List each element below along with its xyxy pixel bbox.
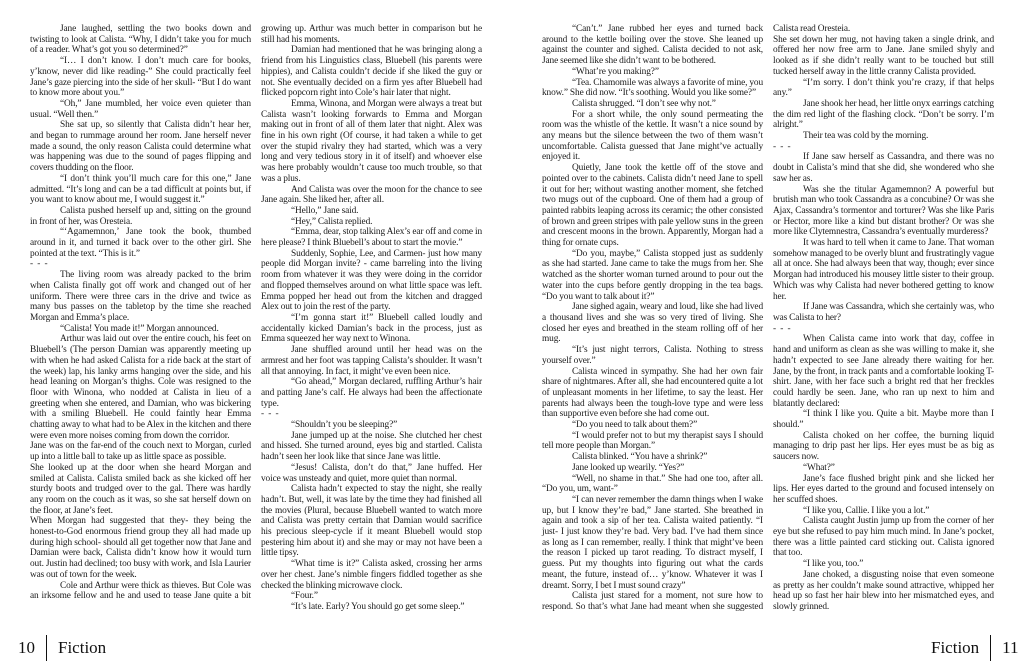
paragraph: Calista shrugged. “I don’t see why not.”	[572, 98, 716, 109]
paragraph: If Jane was Cassandra, which she certainly was, who was Calista to her?	[773, 302, 994, 323]
paragraph: Calista choked on her coffee, the burning liquid managing to drip past her lips. Her eyes must be as big as saucers now.	[773, 430, 994, 463]
paragraph: “I think I like you. Quite a bit. Maybe more than I should.”	[773, 409, 994, 431]
paragraph: “I don’t think you’ll much care for this one,” Jane admitted. “It’s long and can be a tad difficult at points but, if you want to know about me, I would suggest it.”	[30, 173, 251, 206]
paragraph: Jane jumped up at the noise. She clutched her chest and hissed. She turned around, eyes big and startled. Calista hadn’t seen her look like that since Jane was little.	[261, 430, 482, 463]
page-footer	[18, 634, 106, 662]
paragraph: Jane’s face flushed bright pink and she licked her lips. Her eyes darted to the ground and focused intensely on her scuffed shoes.	[773, 473, 994, 505]
scene-break: - - -	[773, 141, 792, 152]
paragraph: “Tea. Chamomile was always a favorite of mine, you know.” She did now. “It’s soothing. Would you like some?”	[542, 77, 764, 99]
paragraph: Their tea was cold by the morning.	[803, 131, 929, 142]
text-column	[773, 24, 994, 613]
paragraph: Jane was on the far-end of the couch next to Morgan, curled up into a little ball to take up as little space as possible.	[30, 441, 251, 463]
paragraph: Calista blinked. “You have a shrink?”	[572, 452, 708, 463]
right-page	[512, 0, 1024, 662]
paragraph: “Go ahead,” Morgan declared, ruffling Arthur’s hair and patting Jane’s calf. He always had been the affectionate type.	[261, 377, 482, 409]
paragraph: “I like you, too.”	[803, 559, 864, 570]
paragraph: She sat up, so silently that Calista didn’t hear her, and began to rummage around her room. Jane herself never made a sound, the only reason Calista could determine what was happening was due to the sound of pages flipping and covers thudding on the floor.	[30, 120, 251, 174]
paragraph: Suddenly, Sophie, Lee, and Carmen- just how many people did Morgan invite? - came barreling into the living room from whatever it was they were doing in the corridor and flopped themselves around on what little space was left. Emma popped her head out from the kitchen and dragged Alex out to join the rest of the party.	[261, 248, 482, 313]
paragraph: “I can never remember the damn things when I wake up, but I know they’re bad,” Jane started. She breathed in again and took a sip of her tea. Calista waited patiently. “I just- I just know they’re bad. Very bad. I’ve had them since as long as I can remember, really. I think that might’ve been the reason I picked up tarot reading. To distract myself, I guess. Put my thoughts into figuring out what the cards meant, the future, instead of… y’know. Whatever it was I dreamt. Sorry, I bet I must sound crazy”	[542, 494, 763, 591]
paragraph: Calista just stared for a moment, not sure how to respond. So that’s what Jane had meant when she suggested	[542, 591, 763, 612]
paragraph: Was she the titular Agamemnon? A powerful but brutish man who took Cassandra as a concubine? Or was she Ajax, Cassandra’s tormentor and torturer? Was she like Paris or Hector, more like a kind but distant brother? Or was she more like Clytemnestra, Cassandra’s eventually murderess?	[773, 184, 994, 238]
paragraph: When Morgan had suggested that they- they being the honest-to-God enormous friend group they all had made up during high school- should all get together now that Jane and Damian were back, Calista didn’t know how it would turn out. Justin had declined; too busy with work, and Isla Laurier was out of town for the week.	[30, 516, 251, 580]
paragraph: “Oh,” Jane mumbled, her voice even quieter than usual. “Well then.”	[30, 98, 251, 120]
paragraph: “Do you need to talk about them?”	[572, 420, 698, 431]
paragraph: “I’m sorry. I don’t think you’re crazy, if that helps any.”	[773, 77, 994, 99]
text-column	[261, 24, 482, 613]
paragraph: Jane looked up wearily. “Yes?”	[572, 462, 685, 473]
paragraph: growing up. Arthur was much better in comparison but he still had his moments.	[261, 24, 482, 45]
page-number: 10	[18, 638, 35, 657]
paragraph: Jane shook her head, her little onyx earrings catching the dim red light of the flashing clock. “Don’t be sorry. I’m alright.”	[773, 98, 994, 131]
paragraph: “What time is it?” Calista asked, crossing her arms over her chest. Jane’s nimble fingers fiddled together as she checked the blinking microwave clock.	[261, 559, 482, 591]
paragraph: “‘Agamemnon,’ Jane took the book, thumbed around in it, and turned it back over to the other girl. She pointed at the text. “This is it.”	[30, 227, 251, 259]
paragraph: “I’m gonna start it!” Bluebell called loudly and accidentally kicked Damian’s back in the process, just as Emma squeezed her way next to Winona.	[261, 312, 482, 345]
paragraph: When Calista came into work that day, coffee in hand and uniform as clean as she was willing to make it, she hadn’t expected to see Jane already there waiting for her. Jane, by the front, in track pants and a comfortable looking T-shirt. Jane, with her face such a bright red that her freckles could hardly be seen. Jane, who ran up next to him and blatantly declared:	[773, 334, 994, 409]
paragraph: “It’s late. Early? You should go get some sleep.”	[291, 601, 465, 612]
paragraph: Calista winced in sympathy. She had her own fair share of nightmares. After all, she had encountered quite a lot of unpleasant moments in her lifetime, to say the least. Her parents had always been the tough-love type and were less than supportive even before she had come out.	[542, 366, 763, 420]
paragraph: Calista read Oresteia.	[773, 24, 851, 34]
paragraph: Arthur was laid out over the entire couch, his feet on Bluebell’s (The person Damian was apparently meeting up with when he had asked Calista for a ride back at the start of the week) lap, his lanky arms hanging over the side, and his head leaning on Morgan’s thighs. Cole was resigned to the floor with Winona, who nodded at Calista in lieu of a greeting when she entered, and Damian, who was bickering with a smiling Bluebell. He could faintly hear Emma chatting away to what had to be Alex in the kitchen and there were even more noises coming from down the corridor.	[30, 334, 251, 441]
paragraph: “Can’t.” Jane rubbed her eyes and turned back around to the kettle boiling over the stove. She leaned up against the counter and sighed. Calista decided to not ask, Jane seemed like she didn’t want to be bothered.	[542, 24, 763, 67]
paragraph: “Four.”	[291, 591, 318, 602]
paragraph: Calista caught Justin jump up from the corner of her eye but she refused to pay him much mind. In Jane’s pocket, there was a little painted card sticking out. Calista ignored that too.	[773, 516, 994, 559]
paragraph: And Calista was over the moon for the chance to see Jane again. She liked her, after all.	[261, 184, 482, 206]
paragraph: Calista pushed herself up and, sitting on the ground in front of her, was Oresteia.	[30, 205, 251, 227]
paragraph: “What?”	[803, 462, 835, 473]
text-column	[30, 24, 251, 602]
paragraph: Damian had mentioned that he was bringing along a friend from his Linguistics class, Bluebell (his parents were hippies), and Calista couldn’t decide if she liked the guy or not. She eventually decided on a firm yes after Bluebell had flicked popcorn right into Cole’s hair later that night.	[261, 45, 482, 99]
paragraph: She looked up at the door when she heard Morgan and smiled at Calista. Calista smiled back as she kicked off her sturdy boots and trudged over to the gal. There was hardly any room on the couch as it was, so she sat herself down on the floor, at Jane’s feet.	[30, 462, 251, 516]
paragraph: “I like you, Callie. I like you a lot.”	[803, 505, 930, 516]
paragraph: Calista hadn’t expected to stay the night, she really hadn’t. But, well, it was late by the time they had finished all the movies (Plural, because Bluebell wanted to watch more and Calista was pretty certain that Damian would sacrifice his precious sleep-cycle if it meant Bluebell would stop pestering him about it) and she may or may not have been a little tipsy.	[261, 484, 482, 559]
paragraph: “Hey,” Calista replied.	[291, 216, 373, 227]
paragraph: “Emma, dear, stop talking Alex’s ear off and come in here please? I think Bluebell’s about to start the movie.”	[261, 227, 482, 249]
paragraph: “It’s just night terrors, Calista. Nothing to stress yourself over.”	[542, 345, 763, 366]
paragraph: “Jesus! Calista, don’t do that,” Jane huffed. Her voice was unsteady and quiet, more quiet than normal.	[261, 462, 482, 484]
paragraph: “Hello,” Jane said.	[291, 205, 359, 216]
page-number: 11	[1002, 638, 1019, 657]
paragraph: “I… I don’t know. I don’t much care for books, y’know, never did like reading-” She could practically feel Jane’s gaze piercing into the side of her skull- “But I do want to know more about you.”	[30, 56, 251, 99]
paragraph: Cole and Arthur were thick as thieves. But Cole was an irksome fellow and he and used to tease Jane quite a bit	[30, 580, 251, 602]
paragraph: Quietly, Jane took the kettle off of the stove and pointed over to the cabinets. Calista didn’t need Jane to spell it out for her; without wasting another moment, she fetched two mugs out of the cupboard. One of them had a group of painted rabbits leaping across its ceramic; the other consisted of brown and green stripes with pale yellow suns in the green and crescent moons in the brown. Apparently, Morgan had a thing for ornate cups.	[542, 163, 763, 249]
text-column	[542, 24, 763, 613]
section-label: Fiction	[931, 638, 980, 657]
paragraph: Jane sighed again, weary and loud, like she had lived a thousand lives and she was so very tired of living. She closed her eyes and breathed in the steam rolling off of her mug.	[542, 302, 763, 345]
scene-break: - - -	[30, 259, 49, 270]
paragraph: For a short while, the only sound permeating the room was the whistle of the kettle. It wasn’t a nice sound by any means but the silence between the two of them wasn’t uncomfortable. Calista guessed that Jane might’ve actually enjoyed it.	[542, 109, 763, 163]
paragraph: Jane laughed, settling the two books down and twisting to look at Calista. “Why, I didn’t take you for much of a reader. What’s got you so determined?”	[30, 24, 251, 56]
paragraph: It was hard to tell when it came to Jane. That woman somehow managed to be overly blunt and frustratingly vague all at once. She had always been that way, though; ever since Morgan had introduced his mousey little sister to their group. Which was why Calista had never bothered getting to know her.	[773, 238, 994, 302]
paragraph: “Calista! You made it!” Morgan announced.	[60, 323, 219, 334]
scene-break: - - -	[261, 409, 280, 420]
paragraph: “Well, no shame in that.” She had one too, after all. “Do you, um, want-”	[542, 473, 763, 495]
paragraph: “What’re you making?”	[572, 66, 659, 77]
footer-divider	[46, 635, 47, 661]
scene-break: - - -	[773, 323, 792, 334]
paragraph: “Do you, maybe,” Calista stopped just as suddenly as she had started. Jane came to take the mugs from her. She watched as the shorter woman turned around to pour out the water into the cups before gently dropping in the tea bags. “Do you want to talk about it?”	[542, 248, 763, 302]
paragraph: Jane shuffled around until her head was on the armrest and her foot was tapping Calista’s shoulder. It wasn’t all that annoying. In fact, it might’ve even been nice.	[261, 345, 482, 377]
paragraph: The living room was already packed to the brim when Calista finally got off work and changed out of her uniform. There were three cars in the drive and twice as many bus passes on the tabletop by the time she reached Morgan and Emma’s place.	[30, 270, 251, 323]
section-label: Fiction	[58, 638, 107, 657]
paragraph: If Jane saw herself as Cassandra, and there was no doubt in Calista’s mind that she did, she wondered who she saw her as.	[773, 152, 994, 184]
footer-divider	[990, 635, 991, 661]
paragraph: Emma, Winona, and Morgan were always a treat but Calista wasn’t looking forwards to Emma and Morgan making out in front of all of them later that night. Alex was fine in his own right (Of course, it had taken a while to get over the stupid rivalry they had started, which was a very long and very tedious story in it of itself) and whoever else was here probably wouldn’t cause too much trouble, so that was a plus.	[261, 98, 482, 184]
paragraph: Jane choked, a disgusting noise that even someone as pretty as her couldn’t make sound attractive, whipped her head up so fast her hair blew into her mismatched eyes, and slowly grinned.	[773, 569, 994, 612]
paragraph: “I would prefer not to but my therapist says I should tell more people than Morgan.”	[542, 430, 763, 452]
paragraph: She set down her mug, not having taken a single drink, and offered her now free arm to Jane. Jane smiled shyly and looked as if she didn’t really want to be touched but still tucked herself away in the little cranny Calista provided.	[773, 34, 994, 77]
page-footer	[931, 634, 1019, 662]
paragraph: “Shouldn’t you be sleeping?”	[291, 420, 398, 431]
